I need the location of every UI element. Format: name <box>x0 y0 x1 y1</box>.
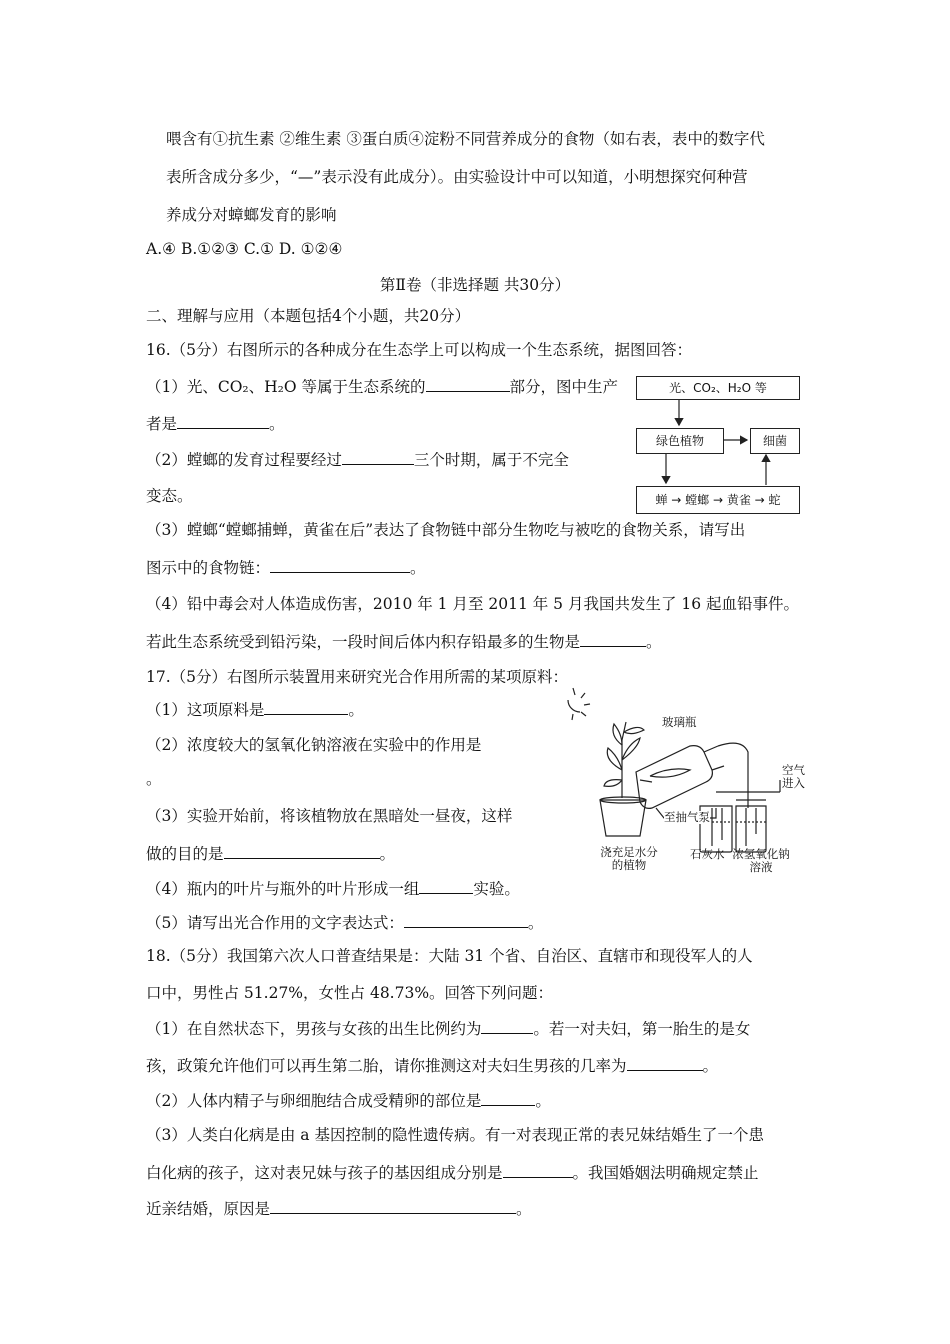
q18-sub1-text-c: 孩，政策允许他们可以再生第二胎，请你推测这对夫妇生男孩的几率为 <box>146 1057 627 1075</box>
sun-icon <box>568 688 590 720</box>
q17-sub2-line2: 。 <box>146 770 162 788</box>
q18-sub1-line1 <box>146 1018 750 1039</box>
q18-stem-line2: 口中，男性占 51.27%，女性占 48.73%。回答下列问题： <box>146 984 554 1002</box>
q17-stem: 17.（5分）右图所示装置用来研究光合作用所需的某项原料： <box>146 668 569 686</box>
answer-blank[interactable] <box>481 1018 533 1034</box>
answer-blank[interactable] <box>270 1198 516 1214</box>
q17-sub3-text-c: 。 <box>379 845 396 863</box>
q17-sub3-text-b: 做的目的是 <box>146 845 224 863</box>
diagram-bacteria-box: 细菌 <box>750 428 800 454</box>
q18-sub2 <box>146 1090 551 1111</box>
glass-bottle-icon <box>636 746 724 809</box>
naoh-bottle-icon <box>736 806 766 852</box>
answer-blank[interactable] <box>481 1090 535 1106</box>
chain-mantis: 螳螂 <box>685 493 710 507</box>
q15-line-3: 养成分对蟑螂发育的影响 <box>166 206 337 224</box>
label-air-2: 进入 <box>782 776 805 790</box>
section-title: 二、理解与应用（本题包括4个小题，共20分） <box>146 307 471 325</box>
q16-sub1-text-a: （1）光、CO₂、H₂O 等属于生态系统的 <box>146 378 426 396</box>
q16-sub2-line2: 变态。 <box>146 487 193 505</box>
plant-pot-icon <box>600 797 646 836</box>
q15-line-1: 喂含有①抗生素 ②维生素 ③蛋白质④淀粉不同营养成分的食物（如右表，表中的数字代 <box>166 130 765 148</box>
label-air-1: 空气 <box>782 763 805 777</box>
q16-sub1-text-d: 。 <box>269 415 285 433</box>
q16-sub4-text-c: 。 <box>646 633 662 651</box>
q16-sub4-text-b: 若此生态系统受到铅污染，一段时间后体内积存铅最多的生物是 <box>146 633 581 651</box>
chain-cicada: 蝉 <box>655 493 668 507</box>
q18-sub1-line2 <box>146 1055 718 1076</box>
part2-title: 第Ⅱ卷（非选择题 共30分） <box>379 276 571 294</box>
q17-sub3-line1: （3）实验开始前，将该植物放在黑暗处一昼夜，这样 <box>146 807 513 825</box>
label-plant-line2: 的植物 <box>611 858 647 872</box>
q16-sub1-text-c: 者是 <box>146 415 178 433</box>
q18-sub3-line3 <box>146 1198 532 1219</box>
q17-sub2-line1: （2）浓度较大的氢氧化钠溶液在实验中的作用是 <box>146 736 482 754</box>
q18-sub2-text-a: （2）人体内精子与卵细胞结合成受精卵的部位是 <box>146 1092 482 1110</box>
q16-sub3-line1: （3）螳螂“螳螂捕蝉，黄雀在后”表达了食物链中部分生物吃与被吃的食物关系，请写出 <box>146 521 746 539</box>
q16-sub4-line1: （4）铅中毒会对人体造成伤害，2010 年 1 月至 2011 年 5 月我国共发生了 16 起血铅事件。 <box>146 595 800 613</box>
q15-options: A.④ B.①②③ C.① D. ①②④ <box>146 240 343 258</box>
q16-sub1-text-b: 部分，图中生产 <box>509 378 619 396</box>
label-naoh-line1: 浓氢氧化钠 <box>732 847 790 861</box>
q17-sub1-text-b: 。 <box>348 701 364 719</box>
q16-sub2-text-a: （2）螳螂的发育过程要经过 <box>146 451 342 469</box>
q18-sub3-line1: （3）人类白化病是由 a 基因控制的隐性遗传病。有一对表现正常的表兄妹结婚生了一个患 <box>146 1126 764 1144</box>
q18-stem-line1: 18.（5分）我国第六次人口普查结果是：大陆 31 个省、自治区、直辖市和现役军人的人 <box>146 947 753 965</box>
answer-blank[interactable] <box>627 1055 703 1071</box>
q18-sub1-text-d: 。 <box>702 1057 719 1075</box>
q18-sub2-text-b: 。 <box>535 1092 551 1110</box>
q16-sub2-text-b: 三个时期，属于不完全 <box>413 451 569 469</box>
diagram-plant-box: 绿色植物 <box>636 428 724 454</box>
answer-blank[interactable] <box>503 1162 573 1178</box>
q17-sub4-text-a: （4）瓶内的叶片与瓶外的叶片形成一组 <box>146 880 420 898</box>
label-glass-bottle: 玻璃瓶 <box>662 715 697 729</box>
arrow-icon: → <box>709 493 727 507</box>
q16-stem: 16.（5分）右图所示的各种成分在生态学上可以构成一个生态系统，据图回答： <box>146 341 693 359</box>
chain-oriole: 黄雀 <box>726 493 751 507</box>
q18-sub3-text-d: 近亲结婚，原因是 <box>146 1200 271 1218</box>
chain-snake: 蛇 <box>768 493 781 507</box>
diagram-abiotic-box: 光、CO₂、H₂O 等 <box>636 376 800 400</box>
q18-sub3-text-c: 。我国婚姻法明确规定禁止 <box>572 1164 759 1182</box>
label-lime-water: 石灰水 <box>690 847 725 861</box>
q15-line-2: 表所含成分多少，“—”表示没有此成分）。由实验设计中可以知道，小明想探究何种营 <box>166 168 748 186</box>
tube-icon <box>656 743 780 818</box>
q18-sub3-text-b: 白化病的孩子，这对表兄妹与孩子的基因组成分别是 <box>146 1164 503 1182</box>
label-pump: 至抽气泵 <box>664 810 710 824</box>
q17-sub1-text-a: （1）这项原料是 <box>146 701 265 719</box>
q18-sub1-text-a: （1）在自然状态下，男孩与女孩的出生比例约为 <box>146 1020 482 1038</box>
q18-sub3-text-e: 。 <box>516 1200 532 1218</box>
q16-sub3-text-c: 。 <box>410 559 426 577</box>
arrow-icon: → <box>750 493 769 507</box>
q16-sub3-text-b: 图示中的食物链： <box>146 559 271 577</box>
label-naoh-line2: 溶液 <box>749 860 773 874</box>
q17-sub5-text-a: （5）请写出光合作用的文字表达式： <box>146 914 404 932</box>
arrow-icon: → <box>667 493 686 507</box>
q18-sub1-text-b: 。若一对夫妇，第一胎生的是女 <box>533 1020 751 1038</box>
q18-sub3-line2 <box>146 1162 759 1183</box>
q17-sub4-text-b: 实验。 <box>473 880 520 898</box>
label-plant-line1: 浇充足水分 <box>600 845 658 859</box>
q17-sub5-text-b: 。 <box>527 914 544 932</box>
